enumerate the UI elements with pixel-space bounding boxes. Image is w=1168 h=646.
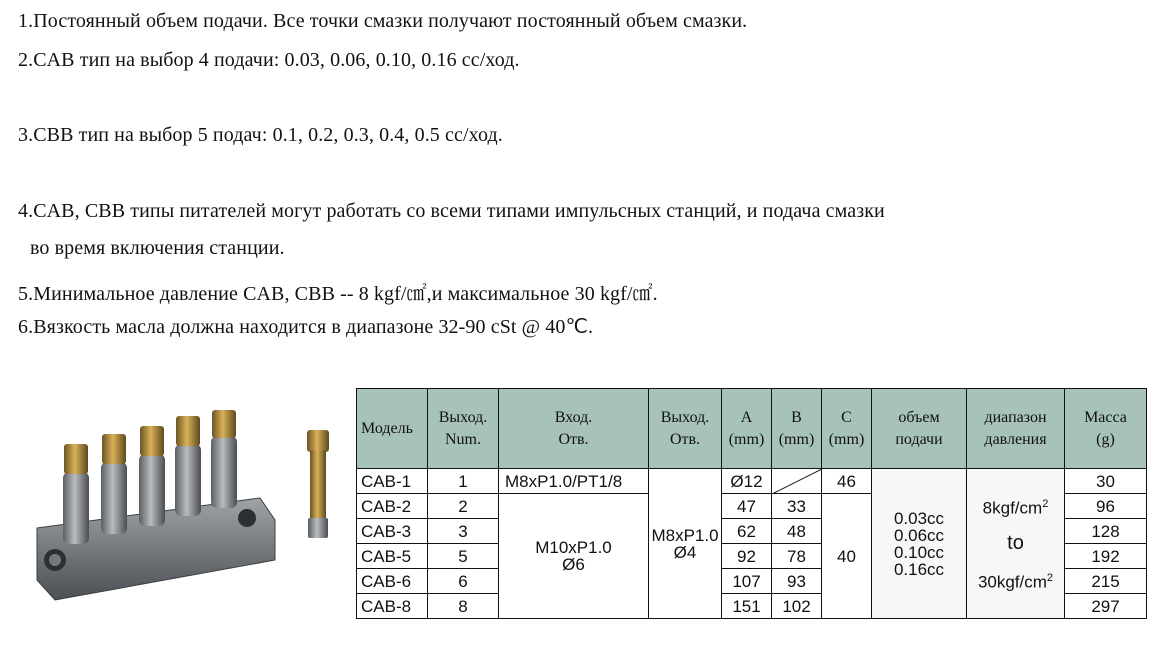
cell-a: Ø12 [722,469,772,494]
cell-b: 93 [772,569,822,594]
cell-model: CAB-1 [357,469,428,494]
header-a: A (mm) [722,389,772,469]
cell-model: CAB-6 [357,569,428,594]
diagonal-slash [772,469,822,494]
cell-pressure: $8kgf/cm^2$ to $30kgf/cm^2$ [967,469,1065,619]
feature-line-6: 6.Вязкость масла должна находится в диапазоне 32-90 cSt @ 40℃. [18,316,594,338]
header-pressure: диапазон давления [967,389,1065,469]
header-outlet-hole: Выход. Отв. [649,389,722,469]
header-volume: объем подачи [872,389,967,469]
cell-a: 62 [722,519,772,544]
feature-line-2: 2.CAB тип на выбор 4 подачи: 0.03, 0.06, 0.10, 0.16 cc/ход. [18,49,520,71]
feature-line-5: 5.Минимальное давление CAB, CBB -- 8 kgf/㎠,и максимальное 30 kgf/㎠. [18,283,658,305]
table-header-row [357,389,1147,469]
cell-a: 47 [722,494,772,519]
cell-a: 92 [722,544,772,569]
cell-a: 151 [722,594,772,619]
injector-block-photo [25,410,350,610]
cell-inlet: M8xP1.0/PT1/8 [499,469,649,494]
cell-mass: 30 [1065,469,1147,494]
feature-line-4: 4.CAB, CBB типы питателей могут работать со всеми типами импульсных станций, и подача смазки [18,200,885,222]
cell-model: CAB-5 [357,544,428,569]
header-inlet: Вход. Отв. [499,389,649,469]
cell-b: 102 [772,594,822,619]
cell-b: 78 [772,544,822,569]
cell-model: CAB-8 [357,594,428,619]
cell-num: 2 [428,494,499,519]
feature-line-3: 3.CBB тип на выбор 5 подач: 0.1, 0.2, 0.3, 0.4, 0.5 cc/ход. [18,124,503,146]
single-injector-photo [307,430,329,538]
cell-mass: 297 [1065,594,1147,619]
cell-a: 107 [722,569,772,594]
header-b: B (mm) [772,389,822,469]
cell-num: 5 [428,544,499,569]
cell-inlet: M10xP1.0 Ø6 [499,494,649,619]
feature-line-4-cont: во время включения станции. [30,237,285,259]
header-mass: Масса (g) [1065,389,1147,469]
header-model: Модель [357,389,428,469]
cell-volume: 0.03cc 0.06cc 0.10cc 0.16cc [872,469,967,619]
cell-b: 33 [772,494,822,519]
cell-mass: 128 [1065,519,1147,544]
cell-model: CAB-2 [357,494,428,519]
cell-b: 48 [772,519,822,544]
cell-c: 46 [822,469,872,494]
cell-outlet-hole: M8xP1.0 Ø4 [649,469,722,619]
cell-num: 8 [428,594,499,619]
header-outlets: Выход. Num. [428,389,499,469]
cell-b-empty [772,469,822,494]
cell-num: 1 [428,469,499,494]
cell-num: 3 [428,519,499,544]
cell-mass: 215 [1065,569,1147,594]
cell-num: 6 [428,569,499,594]
table-row [357,469,1147,494]
cell-mass: 192 [1065,544,1147,569]
feature-line-1: 1.Постоянный объем подачи. Все точки смазки получают постоянный объем смазки. [18,10,748,32]
header-c: C (mm) [822,389,872,469]
cell-c: 40 [822,494,872,619]
spec-table [356,388,1147,619]
cell-mass: 96 [1065,494,1147,519]
cell-model: CAB-3 [357,519,428,544]
